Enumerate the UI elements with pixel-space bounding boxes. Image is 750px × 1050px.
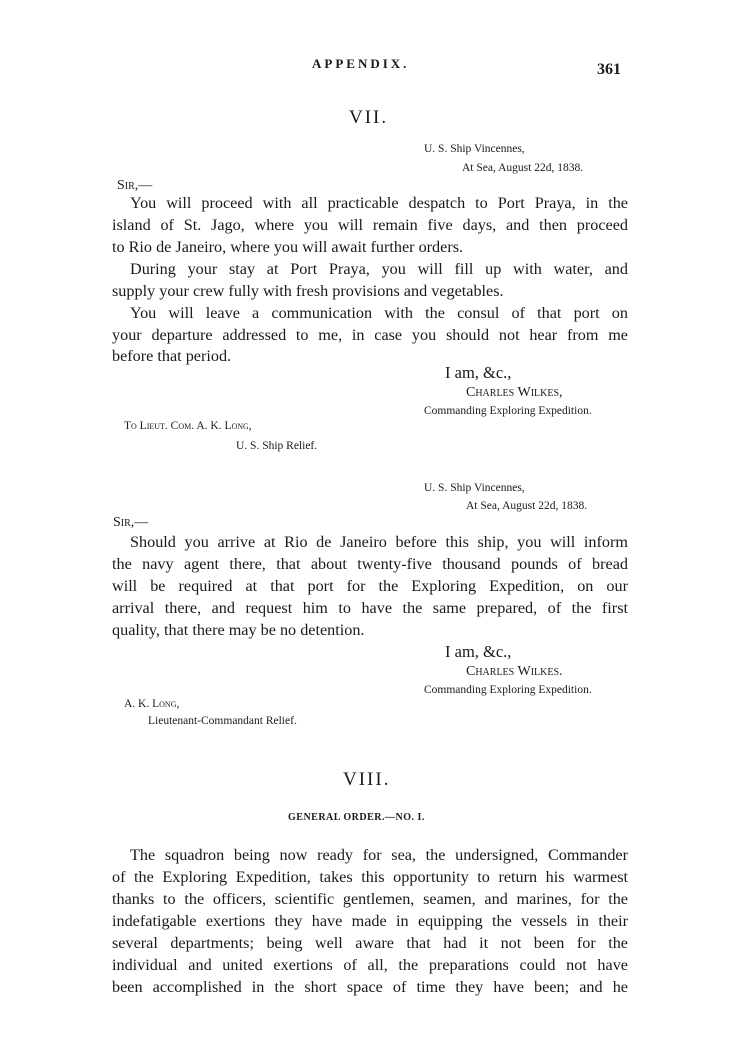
letter2-line: quality, that there may be no detention. <box>112 621 365 639</box>
letter2-signature-title: Commanding Exploring Expedition. <box>424 684 592 696</box>
letter1-line: You will proceed with all practicable despatch to Port Praya, in the <box>130 194 628 212</box>
letter1-salutation: Sir,— <box>117 178 153 193</box>
order-line: indefatigable exertions they have made in equipping the vessels in their <box>112 912 628 930</box>
order-line: been accomplished in the short space of time they have been; and he <box>112 978 628 996</box>
general-order-heading: GENERAL ORDER.—NO. I. <box>288 812 425 823</box>
order-line: several departments; being well aware that had it not been for the <box>112 934 628 952</box>
section-heading-vii: VII. <box>349 107 389 128</box>
page-number: 361 <box>597 61 621 78</box>
letter2-signature: Charles Wilkes. <box>466 664 563 679</box>
letter2-salutation: Sir,— <box>113 515 149 530</box>
letter1-dateline-ship: U. S. Ship Vincennes, <box>424 143 525 155</box>
letter2-line: Should you arrive at Rio de Janeiro before this ship, you will inform <box>130 533 628 551</box>
letter2-line: the navy agent there, that about twenty-five thousand pounds of bread <box>112 555 628 573</box>
letter1-addressee: To Lieut. Com. A. K. Long, <box>124 420 252 432</box>
section-heading-viii: VIII. <box>343 769 391 790</box>
letter1-line: before that period. <box>112 347 232 365</box>
letter1-line: You will leave a communication with the consul of that port on <box>130 304 628 322</box>
order-line: thanks to the officers, scientific gentlemen, seamen, and marines, for the <box>112 890 628 908</box>
letter1-line: supply your crew fully with fresh provisions and vegetables. <box>112 282 504 300</box>
letter1-line: to Rio de Janeiro, where you will await further orders. <box>112 238 464 256</box>
order-line: individual and united exertions of all, the preparations could not have <box>112 956 628 974</box>
order-line: The squadron being now ready for sea, the undersigned, Commander <box>130 846 628 864</box>
letter1-dateline-date: At Sea, August 22d, 1838. <box>462 162 584 174</box>
order-line: of the Exploring Expedition, takes this opportunity to return his warmest <box>112 868 628 886</box>
letter2-line: will be required at that port for the Exploring Expedition, on our <box>112 577 628 595</box>
letter2-addressee: A. K. Long, <box>124 698 180 710</box>
letter1-line: your departure addressed to me, in case you should not hear from me <box>112 326 628 344</box>
letter1-addressee-ship: U. S. Ship Relief. <box>236 440 318 452</box>
letter1-signature: Charles Wilkes, <box>466 385 563 400</box>
letter2-addressee-title: Lieutenant-Commandant Relief. <box>148 715 297 727</box>
letter2-closing: I am, &c., <box>445 642 512 661</box>
running-header: APPENDIX. <box>312 56 410 71</box>
letter1-closing: I am, &c., <box>445 363 512 382</box>
letter1-line: island of St. Jago, where you will remain five days, and then proceed <box>112 216 628 234</box>
letter2-line: arrival there, and request him to have the same prepared, of the first <box>112 599 628 617</box>
letter1-signature-title: Commanding Exploring Expedition. <box>424 405 592 417</box>
letter2-dateline-date: At Sea, August 22d, 1838. <box>466 500 588 512</box>
letter1-line: During your stay at Port Praya, you will fill up with water, and <box>130 260 628 278</box>
letter2-dateline-ship: U. S. Ship Vincennes, <box>424 482 525 494</box>
